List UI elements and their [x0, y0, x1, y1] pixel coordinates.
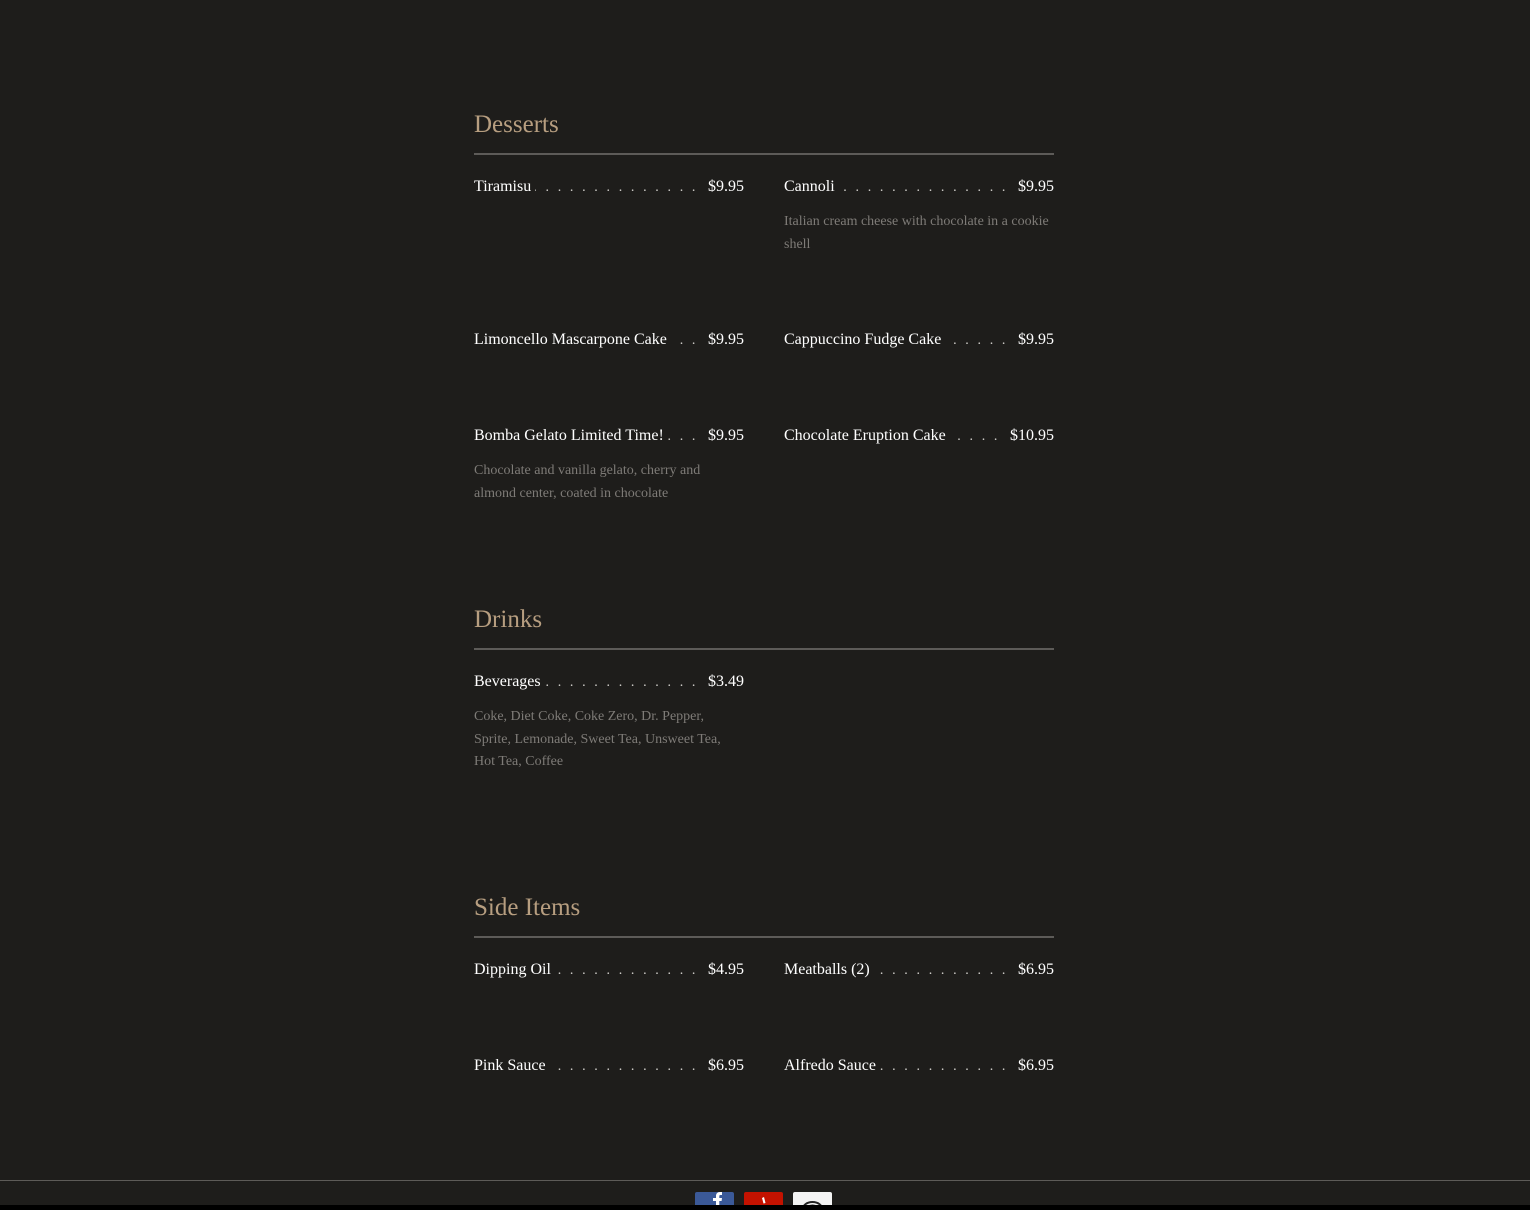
item-description: Chocolate and vanilla gelato, cherry and almond center, coated in chocolate [474, 463, 701, 501]
item-name: Cannoli [784, 178, 835, 195]
menu-item [784, 176, 1054, 256]
item-name: Pink Sauce [474, 1057, 546, 1074]
item-price: $9.95 [708, 331, 744, 348]
menu-item [474, 1055, 744, 1077]
section-divider [474, 936, 1054, 938]
dot-leader [668, 426, 698, 448]
footer-bar [0, 1205, 1530, 1210]
dot-leader [535, 177, 698, 199]
item-name: Cappuccino Fudge Cake [784, 331, 942, 348]
item-price: $6.95 [1018, 961, 1054, 978]
menu-item [784, 425, 1054, 447]
dot-leader [545, 672, 698, 694]
dot-leader [555, 960, 698, 982]
dot-leader [671, 330, 698, 352]
item-description: Coke, Diet Coke, Coke Zero, Dr. Pepper, Sprite, Lemonade, Sweet Tea, Unsweet Tea, Hot Tea, Coffee [474, 709, 721, 769]
dot-leader [950, 426, 1000, 448]
menu-item [474, 329, 744, 351]
menu-item [474, 176, 744, 198]
footer-divider [0, 1180, 1530, 1181]
item-price: $6.95 [1018, 1057, 1054, 1074]
menu-item [784, 959, 1054, 981]
section-divider [474, 648, 1054, 650]
menu-item [784, 329, 1054, 351]
menu-item [474, 671, 744, 774]
item-price: $4.95 [708, 961, 744, 978]
menu-item [474, 959, 744, 981]
item-name: Dipping Oil [474, 961, 551, 978]
item-name: Alfredo Sauce [784, 1057, 876, 1074]
item-price: $6.95 [708, 1057, 744, 1074]
item-name: Chocolate Eruption Cake [784, 427, 946, 444]
item-name: Bomba Gelato Limited Time! [474, 427, 664, 444]
item-name: Meatballs (2) [784, 961, 870, 978]
item-price: $9.95 [708, 178, 744, 195]
menu-item [474, 425, 744, 505]
item-price: $10.95 [1010, 427, 1054, 444]
section-divider [474, 153, 1054, 155]
item-price: $9.95 [1018, 178, 1054, 195]
section-title: Side Items [474, 894, 581, 921]
dot-leader [874, 960, 1008, 982]
item-name: Limoncello Mascarpone Cake [474, 331, 667, 348]
section-title: Drinks [474, 606, 543, 633]
item-price: $9.95 [1018, 331, 1054, 348]
dot-leader [945, 330, 1008, 352]
dot-leader [880, 1056, 1008, 1078]
item-description: Italian cream cheese with chocolate in a cookie shell [784, 214, 1049, 252]
dot-leader [550, 1056, 698, 1078]
item-name: Beverages [474, 673, 541, 690]
item-price: $9.95 [708, 427, 744, 444]
dot-leader [839, 177, 1008, 199]
item-price: $3.49 [708, 673, 744, 690]
menu-item [784, 1055, 1054, 1077]
section-title: Desserts [474, 111, 559, 138]
item-name: Tiramisu [474, 178, 532, 195]
